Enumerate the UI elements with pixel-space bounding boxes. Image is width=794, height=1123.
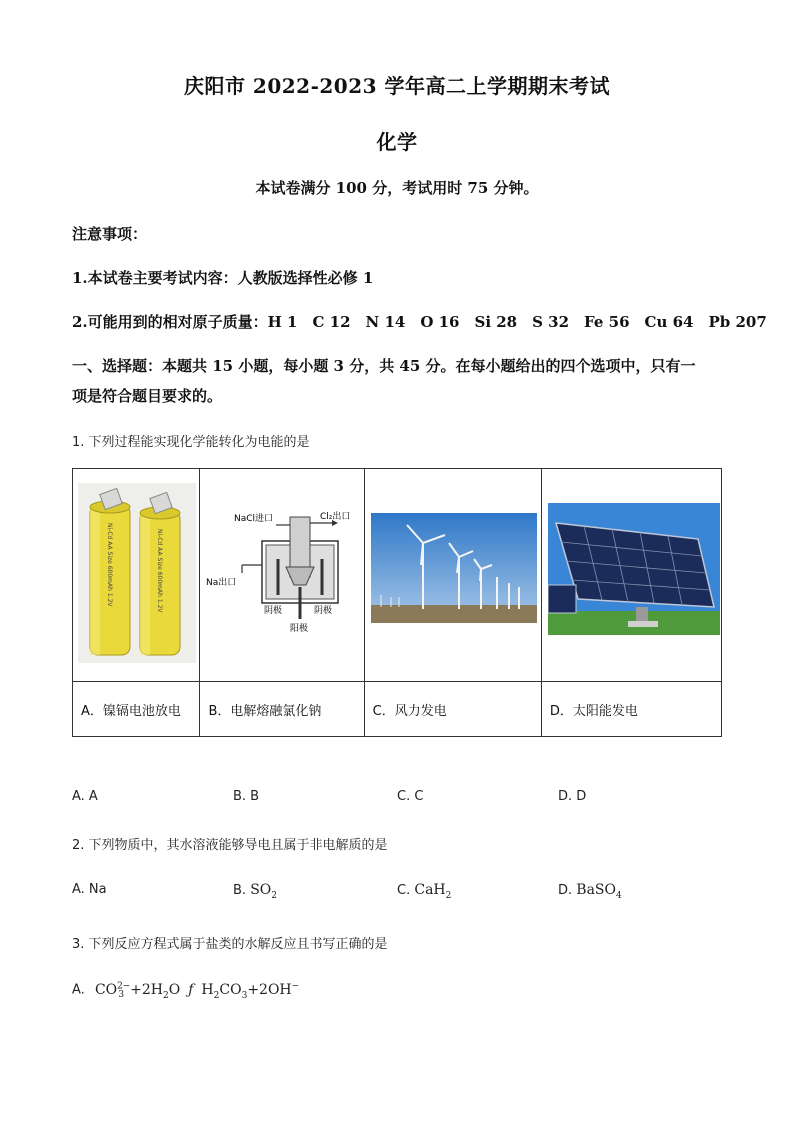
- q2-option-d-prefix: D.: [558, 883, 573, 898]
- q1-stem: 1. 下列过程能实现化学能转化为电能的是: [72, 435, 310, 450]
- label-cathode-right: 阴极: [314, 606, 333, 616]
- q1-option-b[interactable]: B. B: [233, 789, 260, 804]
- eq-plus-oh: +2OH: [247, 981, 292, 998]
- label-cathode-left: 阴极: [264, 606, 283, 616]
- eq-co3-sub: 3: [118, 990, 125, 1001]
- formula-so: SO: [250, 882, 272, 898]
- q2-option-b-prefix: B.: [233, 883, 247, 898]
- option-label-a: A．镍镉电池放电: [73, 682, 200, 737]
- notes-heading: 注意事项：: [72, 225, 148, 243]
- cell-battery-image: [73, 469, 200, 682]
- cell-electrolysis-image: [200, 469, 364, 682]
- subject-title: 化学: [376, 130, 418, 154]
- q2-option-d[interactable]: [558, 882, 622, 901]
- battery-label-left: Ni-Cd AA Size 600mAh 1.2V: [106, 523, 113, 607]
- eq-co: CO: [219, 981, 242, 998]
- wind-turbine-photo: [371, 513, 537, 623]
- eq-co3-charge: 2−: [117, 981, 131, 991]
- eq-plus-h2o: +2H: [130, 981, 164, 998]
- label-nacl-in: NaCl进口: [234, 514, 274, 524]
- q2-option-a[interactable]: A. Na: [72, 882, 107, 897]
- nicd-battery-image: [78, 483, 196, 663]
- q3-stem: 3. 下列反应方程式属于盐类的水解反应且书写正确的是: [72, 937, 388, 952]
- q2-option-c[interactable]: [397, 882, 451, 901]
- eq-h-sub: 2: [213, 990, 220, 1001]
- eq-o: O: [168, 981, 181, 998]
- electrolysis-diagram: [202, 507, 362, 657]
- formula-sub: 4: [616, 890, 622, 901]
- q2-stem: 2. 下列物质中，其水溶液能够导电且属于非电解质的是: [72, 838, 388, 853]
- option-label-c: C．风力发电: [364, 682, 541, 737]
- solar-panel-photo: [548, 503, 720, 635]
- option-label-b: B．电解熔融氯化钠: [200, 682, 364, 737]
- q3-option-a[interactable]: [72, 981, 299, 1000]
- eq-equilibrium-arrow: ƒ: [188, 981, 194, 998]
- eq-co3: CO: [94, 981, 118, 998]
- section-heading-line2: 项是符合题目要求的。: [72, 387, 223, 405]
- q3-option-a-prefix: A.: [72, 982, 85, 998]
- label-na-out: Na出口: [206, 578, 237, 588]
- label-cl2-out: Cl₂出口: [320, 512, 351, 522]
- q2-option-c-formula: [414, 882, 452, 901]
- q1-option-table: [72, 468, 722, 737]
- eq-co-sub: 3: [241, 990, 248, 1001]
- notes-item-1: 1.本试卷主要考试内容：人教版选择性必修 1: [72, 269, 374, 287]
- exam-info: 本试卷满分 100 分，考试用时 75 分钟。: [255, 179, 539, 197]
- q1-option-c[interactable]: C. C: [397, 789, 424, 804]
- exam-title: 庆阳市 2022-2023 学年高二上学期期末考试: [183, 74, 611, 98]
- formula-sub: 2: [271, 890, 278, 901]
- cell-solar-image: [541, 469, 721, 682]
- eq-oh-charge: −: [291, 981, 300, 991]
- q2-option-b[interactable]: [233, 882, 277, 901]
- q2-option-d-formula: [576, 882, 622, 901]
- q1-option-a[interactable]: A. A: [72, 789, 98, 804]
- label-anode: 阳极: [290, 624, 309, 634]
- q3-option-a-equation: [94, 981, 300, 1001]
- q2-option-b-formula: [250, 882, 278, 901]
- battery-label-right: Ni-Cd AA Size 600mAh 1.2V: [156, 529, 163, 613]
- section-heading-line1: 一、选择题：本题共 15 小题，每小题 3 分，共 45 分。在每小题给出的四个选项中，只有一: [72, 357, 696, 375]
- formula-cah: CaH: [414, 882, 446, 898]
- eq-h2o-sub: 2: [163, 990, 169, 1001]
- cell-wind-image: [364, 469, 541, 682]
- formula-baso: BaSO: [576, 882, 616, 898]
- q2-option-c-prefix: C.: [397, 883, 411, 898]
- notes-item-2: 2.可能用到的相对原子质量：H 1 C 12 N 14 O 16 Si 28 S 32 Fe 56 Cu 64 Pb 207: [72, 313, 767, 331]
- formula-sub: 2: [445, 890, 452, 901]
- option-label-d: D．太阳能发电: [541, 682, 721, 737]
- q1-option-d[interactable]: D. D: [558, 789, 587, 804]
- eq-h: H: [201, 981, 214, 998]
